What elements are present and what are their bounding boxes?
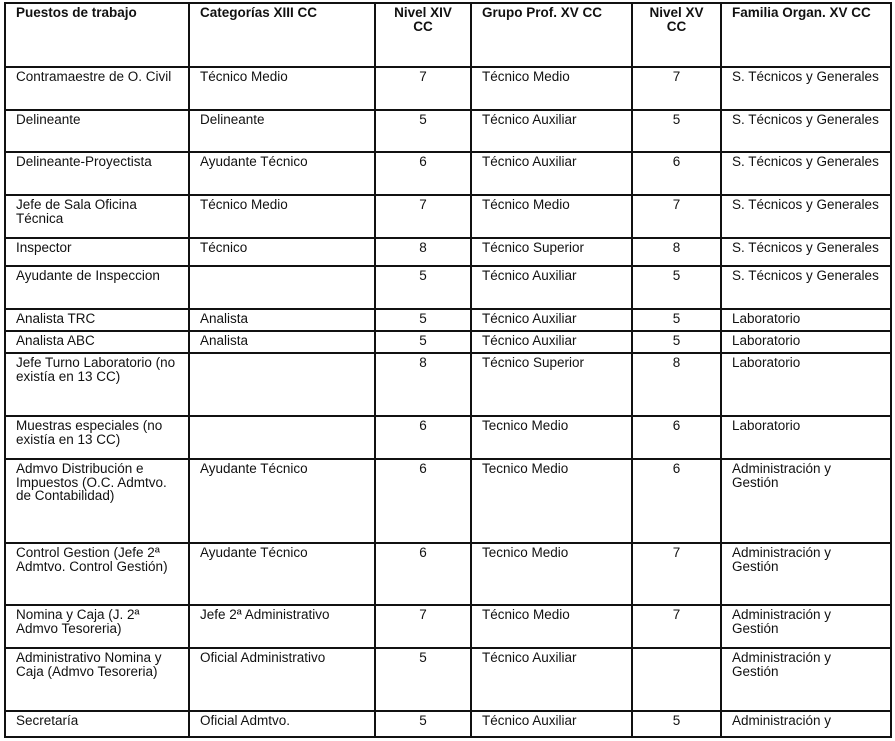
cell-categoria: Ayudante Técnico <box>189 459 375 543</box>
cell-categoria <box>189 416 375 459</box>
cell-puesto: Analista TRC <box>5 309 189 331</box>
cell-puesto: Contramaestre de O. Civil <box>5 67 189 110</box>
cell-nivel-xv: 7 <box>632 67 721 110</box>
cell-nivel-xv: 7 <box>632 195 721 238</box>
header-nivel-xiv: Nivel XIV CC <box>375 3 471 67</box>
cell-puesto: Delineante-Proyectista <box>5 152 189 195</box>
cell-nivel-xiv: 5 <box>375 331 471 353</box>
cell-nivel-xiv: 5 <box>375 711 471 737</box>
cell-categoria: Analista <box>189 331 375 353</box>
cell-familia: Laboratorio <box>721 331 891 353</box>
cell-grupo: Técnico Medio <box>471 195 632 238</box>
cell-familia: S. Técnicos y Generales <box>721 266 891 309</box>
cell-grupo: Técnico Superior <box>471 353 632 416</box>
header-grupo: Grupo Prof. XV CC <box>471 3 632 67</box>
cell-grupo: Técnico Auxiliar <box>471 110 632 152</box>
table-row <box>5 195 891 238</box>
cell-familia: Administración y <box>721 711 891 737</box>
table-row <box>5 110 891 152</box>
cell-nivel-xiv: 7 <box>375 67 471 110</box>
cell-nivel-xv: 5 <box>632 331 721 353</box>
cell-nivel-xv: 7 <box>632 543 721 605</box>
cell-nivel-xv: 6 <box>632 152 721 195</box>
cell-grupo: Técnico Auxiliar <box>471 331 632 353</box>
cell-nivel-xiv: 8 <box>375 353 471 416</box>
cell-nivel-xiv: 7 <box>375 605 471 648</box>
cell-nivel-xv: 5 <box>632 711 721 737</box>
cell-grupo: Técnico Auxiliar <box>471 152 632 195</box>
table-row <box>5 266 891 309</box>
cell-puesto: Control Gestion (Jefe 2ª Admtvo. Control Gestión) <box>5 543 189 605</box>
cell-puesto: Delineante <box>5 110 189 152</box>
cell-puesto: Administrativo Nomina y Caja (Admvo Tesoreria) <box>5 648 189 711</box>
table-row <box>5 309 891 331</box>
cell-grupo: Tecnico Medio <box>471 543 632 605</box>
cell-nivel-xiv: 5 <box>375 110 471 152</box>
cell-familia: Laboratorio <box>721 309 891 331</box>
header-categorias: Categorías XIII CC <box>189 3 375 67</box>
cell-familia: S. Técnicos y Generales <box>721 195 891 238</box>
cell-grupo: Técnico Superior <box>471 238 632 266</box>
cell-nivel-xiv: 5 <box>375 266 471 309</box>
cell-grupo: Técnico Auxiliar <box>471 711 632 737</box>
header-familia: Familia Organ. XV CC <box>721 3 891 67</box>
cell-grupo: Técnico Auxiliar <box>471 309 632 331</box>
cell-familia: Administración y Gestión <box>721 543 891 605</box>
cell-nivel-xv: 6 <box>632 459 721 543</box>
table-row <box>5 67 891 110</box>
table-row <box>5 353 891 416</box>
cell-familia: S. Técnicos y Generales <box>721 67 891 110</box>
cell-puesto: Nomina y Caja (J. 2ª Admvo Tesoreria) <box>5 605 189 648</box>
cell-categoria: Delineante <box>189 110 375 152</box>
cell-categoria: Analista <box>189 309 375 331</box>
cell-categoria: Técnico Medio <box>189 195 375 238</box>
cell-nivel-xv: 5 <box>632 110 721 152</box>
cell-familia: S. Técnicos y Generales <box>721 152 891 195</box>
cell-nivel-xv: 5 <box>632 309 721 331</box>
cell-puesto: Secretaría <box>5 711 189 737</box>
cell-puesto: Inspector <box>5 238 189 266</box>
cell-categoria: Ayudante Técnico <box>189 543 375 605</box>
cell-nivel-xv <box>632 648 721 711</box>
cell-puesto: Jefe de Sala Oficina Técnica <box>5 195 189 238</box>
cell-nivel-xiv: 5 <box>375 648 471 711</box>
cell-categoria <box>189 266 375 309</box>
cell-nivel-xiv: 5 <box>375 309 471 331</box>
cell-nivel-xv: 8 <box>632 353 721 416</box>
cell-nivel-xv: 5 <box>632 266 721 309</box>
cell-puesto: Analista ABC <box>5 331 189 353</box>
table-row <box>5 459 891 543</box>
cell-nivel-xiv: 6 <box>375 416 471 459</box>
cell-familia: Laboratorio <box>721 416 891 459</box>
table-row <box>5 543 891 605</box>
cell-nivel-xiv: 7 <box>375 195 471 238</box>
cell-familia: S. Técnicos y Generales <box>721 110 891 152</box>
table-row <box>5 648 891 711</box>
cell-categoria <box>189 353 375 416</box>
cell-familia: Administración y Gestión <box>721 648 891 711</box>
cell-nivel-xiv: 6 <box>375 152 471 195</box>
cell-nivel-xiv: 6 <box>375 459 471 543</box>
table-row <box>5 711 891 737</box>
job-positions-table <box>4 2 892 738</box>
cell-grupo: Técnico Auxiliar <box>471 648 632 711</box>
cell-nivel-xv: 7 <box>632 605 721 648</box>
cell-grupo: Técnico Auxiliar <box>471 266 632 309</box>
table-row <box>5 331 891 353</box>
table-row <box>5 238 891 266</box>
cell-grupo: Técnico Medio <box>471 605 632 648</box>
cell-puesto: Jefe Turno Laboratorio (no existía en 13 CC) <box>5 353 189 416</box>
cell-categoria: Oficial Administrativo <box>189 648 375 711</box>
cell-puesto: Admvo Distribución e Impuestos (O.C. Admtvo. de Contabilidad) <box>5 459 189 543</box>
cell-grupo: Tecnico Medio <box>471 459 632 543</box>
cell-categoria: Técnico Medio <box>189 67 375 110</box>
cell-familia: Laboratorio <box>721 353 891 416</box>
table-header-row <box>5 3 891 67</box>
cell-puesto: Ayudante de Inspeccion <box>5 266 189 309</box>
header-puestos: Puestos de trabajo <box>5 3 189 67</box>
cell-grupo: Técnico Medio <box>471 67 632 110</box>
cell-categoria: Oficial Admtvo. <box>189 711 375 737</box>
table-row <box>5 605 891 648</box>
cell-nivel-xv: 6 <box>632 416 721 459</box>
table-row <box>5 152 891 195</box>
table-row <box>5 416 891 459</box>
cell-familia: Administración y Gestión <box>721 605 891 648</box>
cell-nivel-xiv: 8 <box>375 238 471 266</box>
cell-nivel-xv: 8 <box>632 238 721 266</box>
table-body <box>5 67 891 737</box>
cell-familia: Administración y Gestión <box>721 459 891 543</box>
cell-categoria: Jefe 2ª Administrativo <box>189 605 375 648</box>
cell-familia: S. Técnicos y Generales <box>721 238 891 266</box>
cell-nivel-xiv: 6 <box>375 543 471 605</box>
header-nivel-xv: Nivel XV CC <box>632 3 721 67</box>
cell-puesto: Muestras especiales (no existía en 13 CC) <box>5 416 189 459</box>
cell-categoria: Técnico <box>189 238 375 266</box>
cell-categoria: Ayudante Técnico <box>189 152 375 195</box>
cell-grupo: Tecnico Medio <box>471 416 632 459</box>
